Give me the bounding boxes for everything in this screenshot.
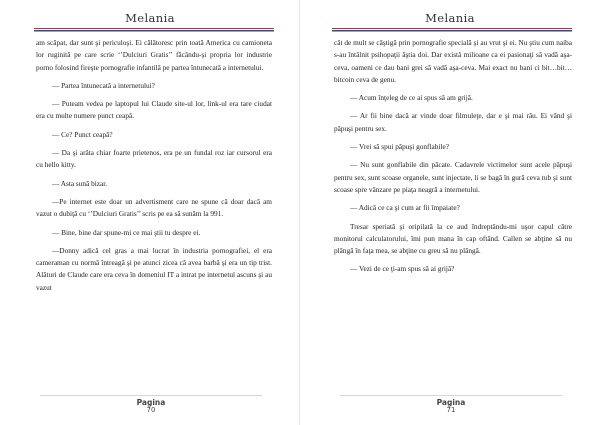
- paragraph: —Donny adică cel gras a mai lucrat în industria pornografiei, el era cameraman cu normă întreagă şi pe atunci zicea că avea barbă şi era un tip trist. Alături de Claude care era ceva în domeniul IT a intrat pe internetul ascuns şi au vazut: [36, 245, 272, 292]
- paragraph: — Asta sună bizar.: [52, 178, 108, 188]
- page-number: 71: [446, 406, 456, 414]
- paragraph: —Pe internet este doar un advertisment care ne spune că doar dacă am vazut o dubiţă cu ‘’Dulciuri Gratis’’ scris pe ea să sunăm la 991.: [36, 196, 272, 219]
- footer-label: Pagina: [436, 398, 466, 407]
- paragraph: — Da şi arăta chiar foarte prietenos, era pe un fundal roz iar cursorul era cu hello kitty.: [36, 148, 272, 170]
- footer-label: Pagina: [136, 398, 166, 407]
- footer-rule: [340, 395, 562, 396]
- paragraph: — Vezi de ce ţi-am spus să ai grijă?: [350, 264, 455, 274]
- paragraph: — Nu sunt gonflabile din păcate. Cadavrele victimelor sunt acele păpuşi pentru sex, sunt scoase organele, sunt injectate, li se bagă în gură ceva tub şi sunt scoase spre vânzare pe piaţa neagră a internetului.: [334, 160, 572, 194]
- paragraph: — Acum înţeleg de ce ai spus să am grijă.: [350, 93, 473, 103]
- page-body: [334, 37, 572, 282]
- paragraph: Tresar speriată şi oripilată la ce aud îndreptându-mi uşor capul către monitorul calculatorului, îmi pun mana în cap oftând. Callen se abţine să nu plângă în faţa mea, se abţine cu greu să nu plângă.: [334, 221, 572, 256]
- paragraph: — Adică ce ca şi cum ar fii împaiate?: [350, 203, 460, 213]
- paragraph: — Bine, bine dar spune-mi ce mai ştii tu despre ei.: [52, 227, 201, 237]
- header-rule: [332, 28, 572, 32]
- footer-rule: [40, 395, 262, 396]
- right-page: [300, 0, 600, 425]
- page-body: [36, 37, 272, 300]
- paragraph: — Partea întunecată a internetului?: [52, 80, 155, 90]
- paragraph: — Puteam vedea pe laptopul lui Claude site-ul lor, link-ul era tare ciudat era cu multe numere punct ceapă.: [36, 99, 272, 121]
- paragraph: — Ar fii bine dacă ar vinde doar filmuleţe, dar e şi mai rău. Ei vând şi păpuşi pentru sex.: [334, 111, 572, 133]
- paragraph: — Vrei să spui păpuşi gonflabile?: [350, 142, 449, 152]
- paragraph: am scăpat, dar sunt şi periculoşi. Ei călătoresc prin toată America cu camioneta lor ruginită pe care scrie ‘’Dulciuri Gratis’’ făcându-şi propria lor industrie porno folosind fireşte pornografie infantilă pe partea întunecată a internetului.: [36, 38, 272, 72]
- running-header: Melania: [425, 11, 475, 25]
- running-header: Melania: [125, 11, 175, 25]
- paragraph: — Ce? Punct ceapă?: [52, 129, 113, 139]
- paragraph: cât de mult se câştigă prin pornografie specială şi au vrut şi ei. Nu ştiu cum naiba s-au întâlnit psihopaţii ăştia doi. Dar există milioane ca ei pasionaţi să vadă aşa-ceva, oameni ce dau bani grei să vadă aşa-ceva. Mai exact nu bani ci bit…bit…bitcoin ceva de genu.: [334, 38, 572, 84]
- page-number: 70: [146, 406, 156, 414]
- header-rule: [34, 28, 274, 32]
